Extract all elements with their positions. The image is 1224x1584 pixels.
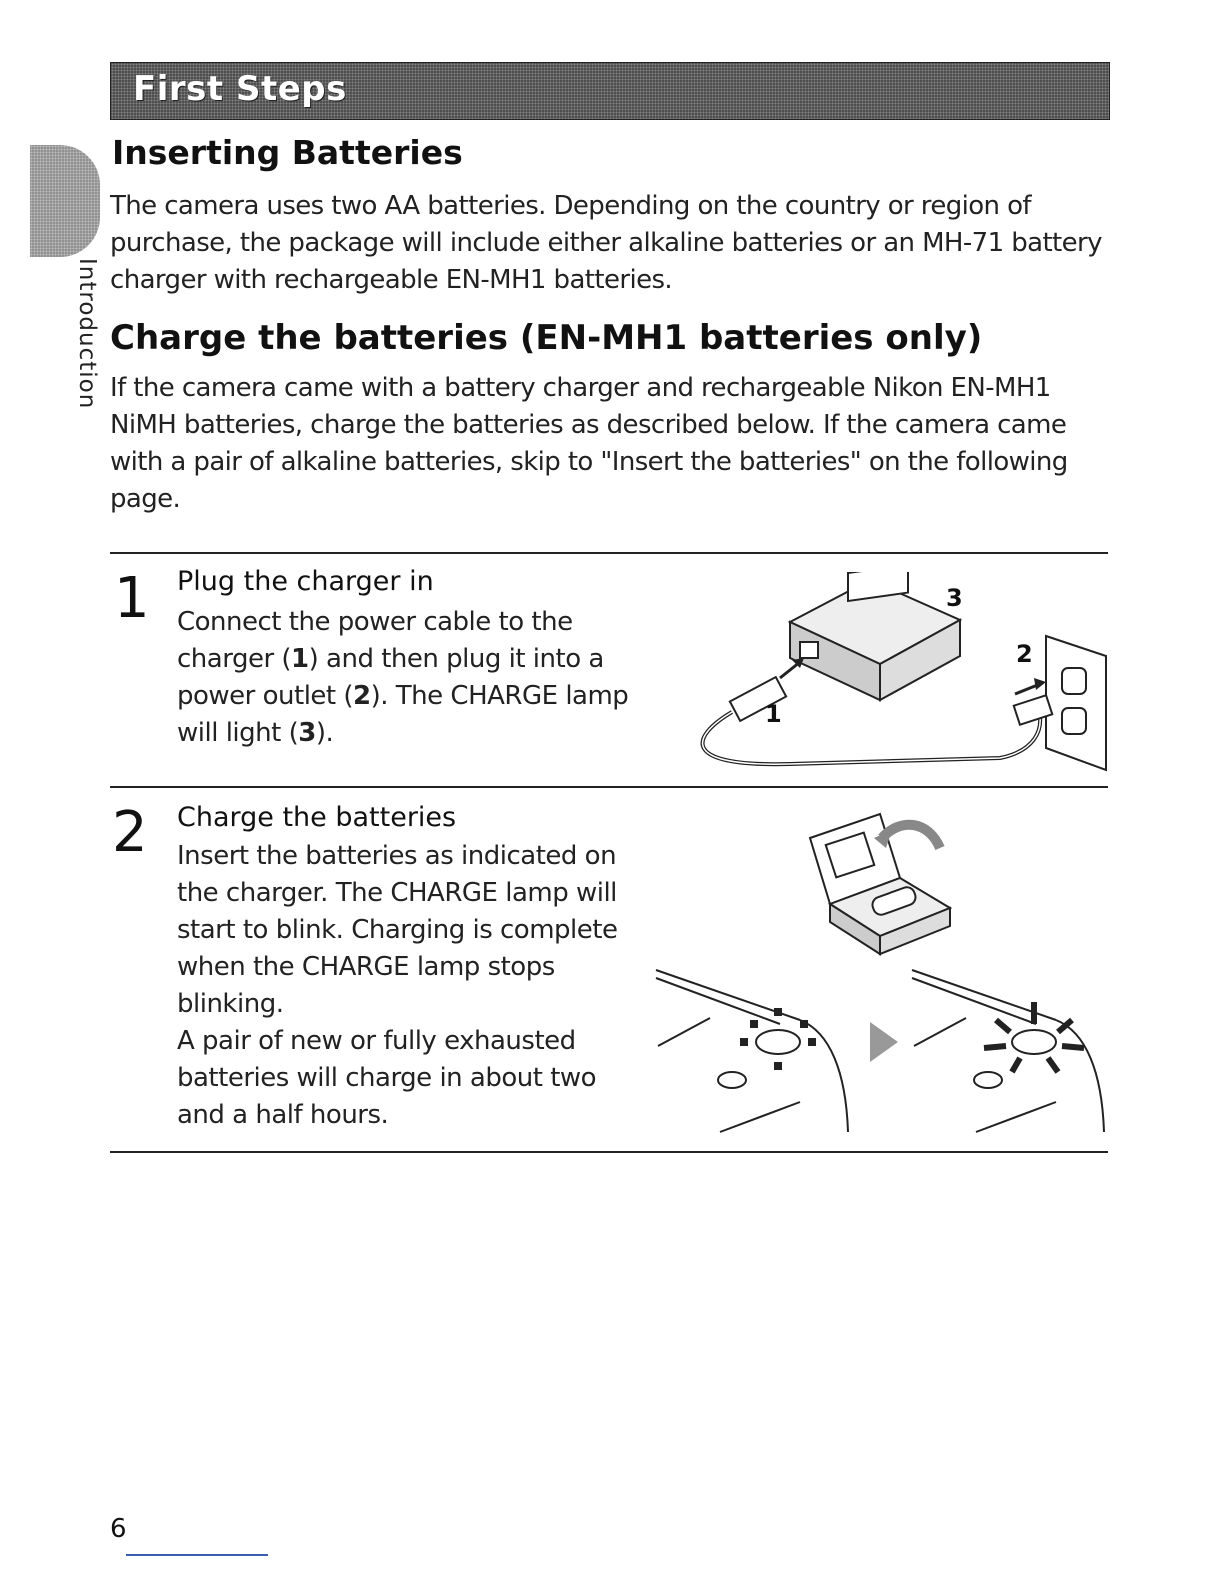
step-number: 1	[114, 566, 150, 631]
step-line: and a half hours.	[177, 1100, 389, 1130]
subsection-body: If the camera came with a battery charger and rechargeable Nikon EN-MH1 NiMH batteries, charge the batteries as described below. If the camera came with a pair of alkaline batteries, skip to "Insert the batteries" on the following page.	[110, 373, 1068, 514]
arrow-right-icon	[870, 1022, 898, 1062]
callout-label: 3	[946, 584, 963, 612]
step-title: Plug the charger in	[177, 566, 434, 597]
chapter-tab-label: Introduction	[74, 258, 100, 410]
section-intro: The camera uses two AA batteries. Depending on the country or region of purchase, the package will include either alkaline batteries or an MH-71 battery charger with rechargeable EN-MH1 batteries.	[110, 191, 1102, 295]
chapter-tab-marker	[30, 145, 100, 257]
callout-label: 1	[765, 700, 782, 728]
charger-top-before	[656, 970, 848, 1132]
step-line: start to blink. Charging is complete	[177, 915, 618, 945]
step-divider-bottom	[110, 1151, 1108, 1153]
subsection-title: Charge the batteries (EN-MH1 batteries only)	[110, 318, 983, 358]
footer-rule	[126, 1554, 268, 1556]
callout-label: 2	[1016, 640, 1033, 668]
step-title: Charge the batteries	[177, 802, 457, 833]
step-line: the charger. The CHARGE lamp will	[177, 878, 617, 908]
step-line: power outlet (2). The CHARGE lamp	[177, 681, 629, 711]
step-line: will light (3).	[177, 718, 334, 748]
step-line: A pair of new or fully exhausted	[177, 1026, 576, 1056]
step-body	[177, 838, 617, 1134]
banner-title: First Steps	[133, 69, 347, 109]
charger-icon	[790, 572, 960, 700]
step-line: Connect the power cable to the	[177, 607, 573, 637]
step-number: 2	[112, 800, 148, 865]
charger-top-after	[912, 970, 1104, 1132]
open-charger-illustration	[800, 808, 960, 958]
section-banner	[110, 62, 1110, 120]
page-number: 6	[110, 1514, 127, 1544]
wall-outlet-icon	[1046, 636, 1106, 770]
step-body	[177, 604, 628, 752]
step-line: batteries will charge in about two	[177, 1063, 597, 1093]
step-divider	[110, 786, 1108, 788]
charge-lamp-illustration	[650, 962, 1110, 1138]
step-line: charger (1) and then plug it into a	[177, 644, 604, 674]
section-title: Inserting Batteries	[112, 133, 463, 172]
charger-outlet-illustration	[670, 572, 1110, 776]
step-line: Insert the batteries as indicated on	[177, 841, 617, 871]
step-divider-top	[110, 552, 1108, 554]
step-line: blinking.	[177, 989, 284, 1019]
step-line: when the CHARGE lamp stops	[177, 952, 555, 982]
